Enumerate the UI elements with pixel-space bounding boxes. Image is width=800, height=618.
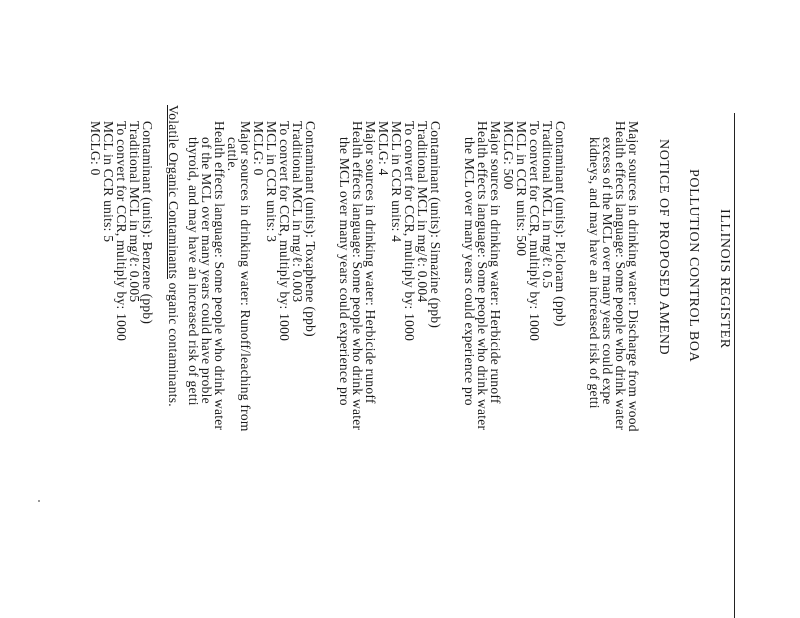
text-line: MCLG: 0: [251, 121, 266, 176]
text-line: MCL in CCR units: 5: [101, 121, 116, 243]
text-line: MCL in CCR units: 500: [514, 121, 529, 257]
text-line: Contaminant (units): Toxaphene (ppb): [303, 121, 318, 337]
section-heading-rest: organic contaminants.: [166, 278, 181, 407]
section-heading-underlined: Volatile Organic Contaminants: [166, 105, 181, 279]
text-line: Major sources in drinking water: Herbicide runoff: [363, 121, 378, 404]
text-line: Health effects language: Some people who drink water: [613, 121, 628, 431]
text-line: Contaminant (units): Simazine (ppb): [428, 121, 443, 329]
register-title: ILLINOIS REGISTER: [717, 209, 732, 349]
text-line: Major sources in drinking water: Runoff/leaching from: [238, 121, 253, 432]
section-heading: [166, 105, 179, 407]
text-line: Contaminant (units): Benzene (ppb): [140, 121, 155, 325]
text-line: of the MCL over many years could have proble: [199, 137, 214, 404]
text-line: Traditional MCL in mg/ℓ: 0.004: [415, 121, 430, 303]
text-line: To convert for CCR, multiply by: 1000: [277, 121, 292, 342]
text-line: Traditional MCL in mg/ℓ: 0.5: [540, 121, 555, 289]
text-line: thyroid, and may have an increased risk of getti: [186, 137, 201, 406]
text-line: kidneys, and may have an increased risk of getti: [587, 137, 602, 409]
text-line: Major sources in drinking water: Herbicide runoff: [488, 121, 503, 404]
text-line: excess of the MCL over many years could expe: [600, 137, 615, 405]
text-line: Health effects language: Some people who drink water: [475, 121, 490, 431]
text-line: Health effects language: Some people who drink water: [212, 121, 227, 431]
text-line: To convert for CCR, multiply by: 1000: [527, 121, 542, 342]
text-line: the MCL over many years could experience pro: [337, 137, 352, 406]
header-rule: [734, 113, 735, 618]
text-line: MCLG: 4: [376, 121, 391, 176]
text-line: Major sources in drinking water: Discharge from wood: [626, 121, 641, 432]
board-title: POLLUTION CONTROL BOA: [686, 169, 701, 363]
notice-title: NOTICE OF PROPOSED AMEND: [656, 139, 671, 356]
text-line: MCLG: 500: [501, 121, 516, 190]
text-line: Contaminant (units): Picloram (ppb): [553, 121, 568, 327]
text-line: Traditional MCL in mg/ℓ: 0.005: [127, 121, 142, 303]
text-line: MCL in CCR units: 3: [264, 121, 279, 243]
text-line: cattle.: [225, 137, 240, 172]
text-line: Traditional MCL in mg/ℓ: 0.003: [290, 121, 305, 303]
text-line: the MCL over many years could experience pro: [462, 137, 477, 406]
scan-speck: [38, 500, 40, 502]
text-line: Health effects language: Some people who drink water: [350, 121, 365, 431]
rotated-document-page: [88, 105, 735, 618]
text-line: MCLG: 0: [88, 121, 103, 176]
text-line: MCL in CCR units: 4: [389, 121, 404, 243]
text-line: To convert for CCR, multiply by: 1000: [402, 121, 417, 342]
text-line: To convert for CCR, multiply by: 1000: [114, 121, 129, 342]
